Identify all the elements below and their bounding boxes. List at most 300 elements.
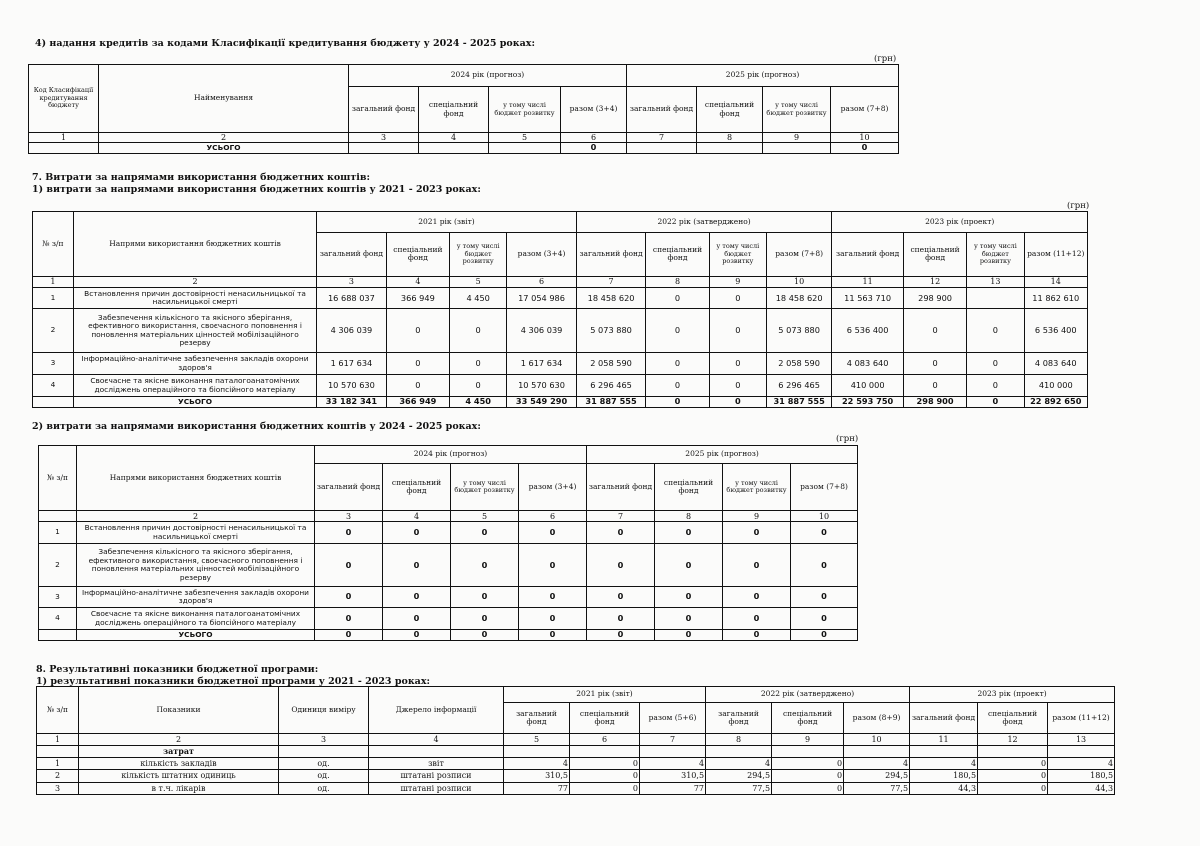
total-cell: 0 — [451, 630, 519, 641]
total-cell — [489, 143, 561, 154]
index-cell: 3 — [349, 133, 419, 143]
col-header: спеціальний фонд — [697, 87, 763, 133]
value-cell: 0 — [903, 353, 966, 375]
year-2024-header: 2024 рік (прогноз) — [349, 65, 627, 87]
index-cell: 12 — [903, 276, 966, 288]
value-cell: 0 — [967, 309, 1024, 353]
row-number: 4 — [39, 607, 77, 630]
total-cell: 33 182 341 — [317, 397, 387, 408]
index-cell: 9 — [723, 511, 791, 521]
value-cell: 0 — [772, 782, 844, 794]
value-cell: 4 083 640 — [1024, 353, 1088, 375]
total-cell: 22 892 650 — [1024, 397, 1088, 408]
col-header: спеціальний фонд — [383, 464, 451, 511]
value-cell: 0 — [655, 544, 723, 587]
expenses-section-title: 7. Витрати за напрямами використання бюджетних коштів: — [32, 172, 370, 183]
index-cell: 3 — [279, 734, 369, 745]
value-cell: 6 536 400 — [1024, 309, 1088, 353]
total-label: УСЬОГО — [77, 630, 315, 641]
index-cell: 13 — [967, 276, 1024, 288]
index-cell: 4 — [386, 276, 449, 288]
indicators-2021-2023-title: 1) результативні показники бюджетної програми у 2021 - 2023 роках: — [36, 676, 431, 687]
value-cell: 0 — [315, 544, 383, 587]
row-source: звіт — [369, 757, 504, 769]
row-number: 2 — [39, 544, 77, 587]
year-header: 2023 рік (проект) — [832, 212, 1088, 233]
value-cell: 0 — [903, 375, 966, 397]
year-header: 2021 рік (звіт) — [317, 212, 577, 233]
value-cell: 0 — [519, 607, 587, 630]
group-row — [37, 745, 1115, 757]
value-cell: 410 000 — [1024, 375, 1088, 397]
index-cell: 2 — [73, 276, 316, 288]
index-cell: 11 — [832, 276, 904, 288]
value-cell: 2 058 590 — [766, 353, 831, 375]
value-cell — [967, 288, 1024, 309]
index-cell: 1 — [37, 734, 79, 745]
value-cell: 77 — [504, 782, 570, 794]
col-header: разом (5+6) — [640, 703, 706, 734]
index-cell: 4 — [369, 734, 504, 745]
value-cell: 0 — [451, 521, 519, 544]
index-cell: 5 — [451, 511, 519, 521]
table-row — [33, 375, 1088, 397]
index-cell: 7 — [640, 734, 706, 745]
row-number: 3 — [37, 782, 79, 794]
indicators-section-title: 8. Результативні показники бюджетної програми: — [36, 664, 319, 675]
empty-cell — [570, 745, 640, 757]
index-cell: 10 — [844, 734, 910, 745]
value-cell: 0 — [723, 544, 791, 587]
row-name: Встановлення причин достовірності ненасильницької та насильницької смерті — [73, 288, 316, 309]
value-cell: 0 — [383, 587, 451, 607]
num-header: № з/п — [33, 212, 74, 277]
total-cell: 0 — [561, 143, 627, 154]
row-number: 3 — [33, 353, 74, 375]
index-cell: 2 — [77, 511, 315, 521]
col-header: у тому числі бюджет розвитку — [450, 232, 507, 276]
value-cell: 0 — [383, 544, 451, 587]
total-cell: 366 949 — [386, 397, 449, 408]
value-cell: 0 — [450, 375, 507, 397]
value-cell: 4 — [504, 757, 570, 769]
total-cell: 31 887 555 — [766, 397, 831, 408]
value-cell: 294,5 — [706, 770, 772, 782]
value-cell: 5 073 880 — [576, 309, 646, 353]
value-cell: 4 450 — [450, 288, 507, 309]
value-cell: 0 — [386, 375, 449, 397]
value-cell: 77,5 — [844, 782, 910, 794]
value-cell: 0 — [646, 353, 709, 375]
value-cell: 0 — [646, 309, 709, 353]
value-cell: 0 — [791, 544, 858, 587]
row-number: 3 — [39, 587, 77, 607]
value-cell: 17 054 986 — [507, 288, 577, 309]
value-cell: 0 — [967, 375, 1024, 397]
year-header: 2021 рік (звіт) — [504, 687, 706, 703]
row-number: 1 — [37, 757, 79, 769]
value-cell: 11 862 610 — [1024, 288, 1088, 309]
col-header: спеціальний фонд — [903, 232, 966, 276]
expenses-2021-2023-title: 1) витрати за напрямами використання бюджетних коштів у 2021 - 2023 роках: — [32, 184, 481, 195]
index-cell: 1 — [29, 133, 99, 143]
col-header: разом (8+9) — [844, 703, 910, 734]
year-header: 2025 рік (прогноз) — [587, 446, 858, 464]
total-cell: 0 — [315, 630, 383, 641]
value-cell: 310,5 — [504, 770, 570, 782]
value-cell: 0 — [519, 587, 587, 607]
value-cell: 6 296 465 — [576, 375, 646, 397]
row-name: Встановлення причин достовірності ненасильницької та насильницької смерті — [77, 521, 315, 544]
value-cell: 0 — [709, 375, 766, 397]
direction-header: Напрями використання бюджетних коштів — [73, 212, 316, 277]
total-row — [33, 397, 1088, 408]
empty-cell — [1048, 745, 1115, 757]
index-cell: 12 — [978, 734, 1048, 745]
value-cell: 310,5 — [640, 770, 706, 782]
value-cell: 2 058 590 — [576, 353, 646, 375]
value-cell: 4 306 039 — [507, 309, 577, 353]
value-cell: 18 458 620 — [576, 288, 646, 309]
table-row — [33, 309, 1088, 353]
index-cell: 6 — [561, 133, 627, 143]
expenses-unit-label: (грн) — [1067, 201, 1090, 211]
col-header: загальний фонд — [910, 703, 978, 734]
code-header: Код Класифікації кредитування бюджету — [29, 65, 99, 133]
empty-cell — [279, 745, 369, 757]
expenses-2021-2023-table — [32, 211, 1088, 408]
col-header: разом (11+12) — [1048, 703, 1115, 734]
year-2025-header: 2025 рік (прогноз) — [627, 65, 899, 87]
col-header: разом (7+8) — [766, 232, 831, 276]
total-cell — [763, 143, 831, 154]
index-cell: 10 — [791, 511, 858, 521]
row-name: кількість закладів — [79, 757, 279, 769]
index-cell: 5 — [504, 734, 570, 745]
col-header: спеціальний фонд — [655, 464, 723, 511]
index-cell: 10 — [766, 276, 831, 288]
row-number: 2 — [33, 309, 74, 353]
value-cell: 6 536 400 — [832, 309, 904, 353]
value-cell: 4 — [1048, 757, 1115, 769]
value-cell: 0 — [903, 309, 966, 353]
value-cell: 0 — [315, 607, 383, 630]
table-row — [37, 757, 1115, 769]
value-cell: 4 306 039 — [317, 309, 387, 353]
total-cell: 31 887 555 — [576, 397, 646, 408]
col-header: загальний фонд — [587, 464, 655, 511]
value-cell: 0 — [723, 607, 791, 630]
value-cell: 0 — [451, 544, 519, 587]
year-header: 2024 рік (прогноз) — [315, 446, 587, 464]
row-name: Інформаційно-аналітичне забезпечення закладів охорони здоров'я — [77, 587, 315, 607]
index-cell: 4 — [419, 133, 489, 143]
unit-header: Одиниця виміру — [279, 687, 369, 734]
total-cell — [627, 143, 697, 154]
table-row — [33, 353, 1088, 375]
index-cell: 8 — [697, 133, 763, 143]
value-cell: 0 — [655, 521, 723, 544]
row-unit: од. — [279, 770, 369, 782]
index-cell: 9 — [709, 276, 766, 288]
value-cell: 0 — [450, 353, 507, 375]
col-header: спеціальний фонд — [386, 232, 449, 276]
value-cell: 4 — [706, 757, 772, 769]
index-cell — [39, 511, 77, 521]
index-cell: 3 — [315, 511, 383, 521]
index-cell: 9 — [763, 133, 831, 143]
value-cell: 0 — [386, 309, 449, 353]
value-cell: 294,5 — [844, 770, 910, 782]
value-cell: 4 083 640 — [832, 353, 904, 375]
total-cell: 0 — [646, 397, 709, 408]
year-header: 2022 рік (затверджено) — [706, 687, 910, 703]
col-header: спеціальний фонд — [978, 703, 1048, 734]
value-cell: 298 900 — [903, 288, 966, 309]
total-cell — [419, 143, 489, 154]
index-cell: 5 — [489, 133, 561, 143]
value-cell: 0 — [709, 309, 766, 353]
value-cell: 0 — [646, 375, 709, 397]
col-header: загальний фонд — [349, 87, 419, 133]
value-cell: 0 — [791, 521, 858, 544]
expenses-2024-2025-unit: (грн) — [836, 434, 859, 444]
col-header: загальний фонд — [317, 232, 387, 276]
group-label: затрат — [79, 745, 279, 757]
index-cell: 13 — [1048, 734, 1115, 745]
table-row — [39, 521, 858, 544]
index-cell: 2 — [79, 734, 279, 745]
index-cell: 6 — [519, 511, 587, 521]
row-source: штатані розписи — [369, 770, 504, 782]
value-cell: 18 458 620 — [766, 288, 831, 309]
value-cell: 366 949 — [386, 288, 449, 309]
empty-cell — [978, 745, 1048, 757]
row-number: 2 — [37, 770, 79, 782]
col-header: у тому числі бюджет розвитку — [709, 232, 766, 276]
value-cell: 180,5 — [910, 770, 978, 782]
row-name: Своєчасне та якісне виконання паталогоанатомічних досліджень операційного та біопсійного матеріалу — [77, 607, 315, 630]
value-cell: 0 — [587, 544, 655, 587]
table-row — [37, 770, 1115, 782]
value-cell: 0 — [723, 587, 791, 607]
total-label: УСЬОГО — [73, 397, 316, 408]
indicator-header: Показники — [79, 687, 279, 734]
value-cell: 0 — [386, 353, 449, 375]
total-num-cell — [29, 143, 99, 154]
name-header: Найменування — [99, 65, 349, 133]
row-name: Інформаційно-аналітичне забезпечення закладів охорони здоров'я — [73, 353, 316, 375]
total-row — [39, 630, 858, 641]
row-name: кількість штатних одиниць — [79, 770, 279, 782]
value-cell: 0 — [967, 353, 1024, 375]
col-header: разом (7+8) — [791, 464, 858, 511]
year-header: 2022 рік (затверджено) — [576, 212, 832, 233]
row-source: штатані розписи — [369, 782, 504, 794]
value-cell: 0 — [646, 288, 709, 309]
col-header: загальний фонд — [315, 464, 383, 511]
value-cell: 0 — [587, 607, 655, 630]
total-cell: 0 — [655, 630, 723, 641]
row-number: 1 — [39, 521, 77, 544]
value-cell: 0 — [587, 521, 655, 544]
index-cell: 7 — [627, 133, 697, 143]
value-cell: 0 — [451, 587, 519, 607]
total-cell: 0 — [791, 630, 858, 641]
col-header: спеціальний фонд — [570, 703, 640, 734]
source-header: Джерело інформації — [369, 687, 504, 734]
col-header: разом (3+4) — [561, 87, 627, 133]
total-cell: 0 — [519, 630, 587, 641]
credits-section-title: 4) надання кредитів за кодами Класифікації кредитування бюджету у 2024 - 2025 роках: — [35, 38, 535, 49]
value-cell: 0 — [587, 587, 655, 607]
value-cell: 1 617 634 — [317, 353, 387, 375]
row-unit: од. — [279, 757, 369, 769]
value-cell: 0 — [791, 607, 858, 630]
total-cell — [349, 143, 419, 154]
value-cell: 6 296 465 — [766, 375, 831, 397]
table-row — [33, 288, 1088, 309]
value-cell: 44,3 — [910, 782, 978, 794]
value-cell: 0 — [570, 782, 640, 794]
index-cell: 1 — [33, 276, 74, 288]
index-cell: 11 — [910, 734, 978, 745]
col-header: у тому числі бюджет розвитку — [967, 232, 1024, 276]
total-cell: 298 900 — [903, 397, 966, 408]
value-cell: 0 — [519, 521, 587, 544]
value-cell: 0 — [723, 521, 791, 544]
total-cell: 33 549 290 — [507, 397, 577, 408]
col-header: разом (3+4) — [519, 464, 587, 511]
value-cell: 4 — [844, 757, 910, 769]
value-cell: 0 — [450, 309, 507, 353]
expenses-2024-2025-title: 2) витрати за напрямами використання бюджетних коштів у 2024 - 2025 роках: — [32, 421, 481, 432]
row-name: Забезпечення кількісного та якісного зберігання, ефективного використання, своєчасного поповнення і поновлення матеріальних цінностей мобілізаційного резерву — [77, 544, 315, 587]
index-cell: 3 — [317, 276, 387, 288]
empty-cell — [37, 745, 79, 757]
col-header: загальний фонд — [832, 232, 904, 276]
value-cell: 0 — [709, 288, 766, 309]
row-number: 4 — [33, 375, 74, 397]
col-header: загальний фонд — [504, 703, 570, 734]
value-cell: 410 000 — [832, 375, 904, 397]
total-cell: 4 450 — [450, 397, 507, 408]
col-header: у тому числі бюджет розвитку — [489, 87, 561, 133]
value-cell: 44,3 — [1048, 782, 1115, 794]
empty-cell — [772, 745, 844, 757]
value-cell: 4 — [640, 757, 706, 769]
value-cell: 16 688 037 — [317, 288, 387, 309]
index-cell: 8 — [646, 276, 709, 288]
index-cell: 5 — [450, 276, 507, 288]
col-header: у тому числі бюджет розвитку — [723, 464, 791, 511]
value-cell: 11 563 710 — [832, 288, 904, 309]
col-header: спеціальний фонд — [772, 703, 844, 734]
value-cell: 0 — [570, 770, 640, 782]
total-cell: 0 — [723, 630, 791, 641]
value-cell: 0 — [772, 757, 844, 769]
num-header: № з/п — [39, 446, 77, 511]
value-cell: 4 — [910, 757, 978, 769]
row-name: в т.ч. лікарів — [79, 782, 279, 794]
value-cell: 5 073 880 — [766, 309, 831, 353]
total-num-cell — [33, 397, 74, 408]
empty-cell — [640, 745, 706, 757]
value-cell: 77,5 — [706, 782, 772, 794]
total-cell — [697, 143, 763, 154]
index-cell: 9 — [772, 734, 844, 745]
index-cell: 10 — [831, 133, 899, 143]
total-num-cell — [39, 630, 77, 641]
value-cell: 0 — [315, 587, 383, 607]
value-cell: 0 — [315, 521, 383, 544]
direction-header: Напрями використання бюджетних коштів — [77, 446, 315, 511]
total-label: УСЬОГО — [99, 143, 349, 154]
col-header: разом (11+12) — [1024, 232, 1088, 276]
total-cell: 0 — [587, 630, 655, 641]
col-header: у тому числі бюджет розвитку — [763, 87, 831, 133]
total-cell: 0 — [709, 397, 766, 408]
row-number: 1 — [33, 288, 74, 309]
total-cell: 0 — [831, 143, 899, 154]
value-cell: 10 570 630 — [507, 375, 577, 397]
index-cell: 2 — [99, 133, 349, 143]
value-cell: 0 — [791, 587, 858, 607]
index-cell: 8 — [655, 511, 723, 521]
value-cell: 77 — [640, 782, 706, 794]
row-name: Забезпечення кількісного та якісного зберігання, ефективного використання, своєчасного поповнення і поновлення матеріальних цінностей мобілізаційного резерву — [73, 309, 316, 353]
index-cell: 14 — [1024, 276, 1088, 288]
empty-cell — [369, 745, 504, 757]
col-header: загальний фонд — [627, 87, 697, 133]
value-cell: 0 — [655, 587, 723, 607]
col-header: спеціальний фонд — [419, 87, 489, 133]
index-cell: 8 — [706, 734, 772, 745]
expenses-2024-2025-table — [38, 445, 858, 641]
value-cell: 0 — [978, 757, 1048, 769]
col-header: загальний фонд — [576, 232, 646, 276]
col-header: разом (7+8) — [831, 87, 899, 133]
value-cell: 0 — [772, 770, 844, 782]
index-cell: 7 — [587, 511, 655, 521]
row-name: Своєчасне та якісне виконання паталогоанатомічних досліджень операційного та біопсійного матеріалу — [73, 375, 316, 397]
value-cell: 0 — [978, 770, 1048, 782]
table-row — [39, 607, 858, 630]
value-cell: 0 — [383, 607, 451, 630]
value-cell: 0 — [655, 607, 723, 630]
value-cell: 0 — [709, 353, 766, 375]
col-header: у тому числі бюджет розвитку — [451, 464, 519, 511]
value-cell: 0 — [383, 521, 451, 544]
year-header: 2023 рік (проект) — [910, 687, 1115, 703]
credits-unit-label: (грн) — [874, 54, 897, 64]
value-cell: 0 — [519, 544, 587, 587]
row-unit: од. — [279, 782, 369, 794]
empty-cell — [706, 745, 772, 757]
index-cell: 6 — [570, 734, 640, 745]
col-header: загальний фонд — [706, 703, 772, 734]
table-row — [39, 587, 858, 607]
value-cell: 180,5 — [1048, 770, 1115, 782]
empty-cell — [504, 745, 570, 757]
num-header: № з/п — [37, 687, 79, 734]
total-cell: 0 — [967, 397, 1024, 408]
col-header: спеціальний фонд — [646, 232, 709, 276]
empty-cell — [910, 745, 978, 757]
value-cell: 0 — [451, 607, 519, 630]
value-cell: 0 — [570, 757, 640, 769]
index-cell: 6 — [507, 276, 577, 288]
